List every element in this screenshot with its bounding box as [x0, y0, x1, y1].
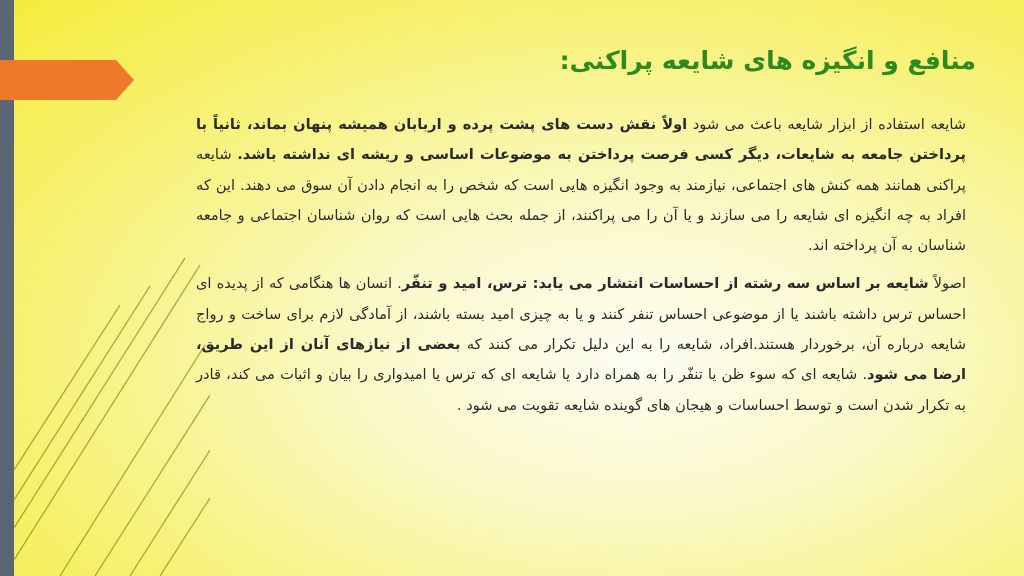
orange-arrow-tab — [0, 60, 134, 100]
paragraph-2-text-a: اصولاً — [928, 275, 966, 293]
paragraph-1-text-a: شایعه استفاده از ابزار شایعه باعث می شود — [687, 116, 966, 133]
paragraph-2-text-b: . انسان ها هنگامی که از پدیده ای احساس ترس داشته باشند یا از موضوعی احساس تنفر کنند و یا به چیزی امید بسته باشند، از آمادگی لازم برای ساخت و رواج شایعه درباره آن، برخوردار هستند.افراد، شایعه را به این دلیل تکرار می کنند که — [196, 275, 966, 354]
paragraph-2-text-c: . شایعه ای که سوء ظن یا تنفّر را به همراه دارد یا شایعه ای که ترس یا امیدواری را بیان و اثبات می کند، قادر به تکرار شدن است و توسط احساسات و هیجان های گوینده شایعه تقویت می شود . — [196, 366, 966, 414]
slide-title: منافع و انگیزه های شایعه پراکنی: — [559, 46, 976, 75]
slide-body — [196, 110, 966, 429]
paragraph-2-bold-a: شایعه بر اساس سه رشته از احساسات انتشار می یابد: ترس، امید و تنفّر — [401, 275, 929, 293]
paragraph-2 — [196, 269, 966, 420]
paragraph-2-bold-b: بعضی از نیازهای آنان از این طریق، ارضا می شود — [196, 336, 966, 384]
paragraph-1 — [196, 110, 966, 261]
paragraph-1-text-b: شایعه پراکنی همانند همه کنش های اجتماعی، نیازمند به وجود انگیزه هایی است که شخص را به انجام دادن آن سوق می دهند. این که افراد به چه انگیزه ای شایعه را می سازند و یا آن را می پراکنند، از جمله بحث هایی است که روان شناسان اجتماعی و جامعه شناسان به آن پرداخته اند. — [196, 146, 966, 255]
paragraph-1-bold-a: اولاً نقش دست های پشت پرده و اربابان همیشه پنهان بماند، ثانیاً با پرداختن جامعه به شایعات، دیگر کسی فرصت پرداختن به موضوعات اساسی و ریشه ای نداشته باشد. — [196, 116, 966, 164]
